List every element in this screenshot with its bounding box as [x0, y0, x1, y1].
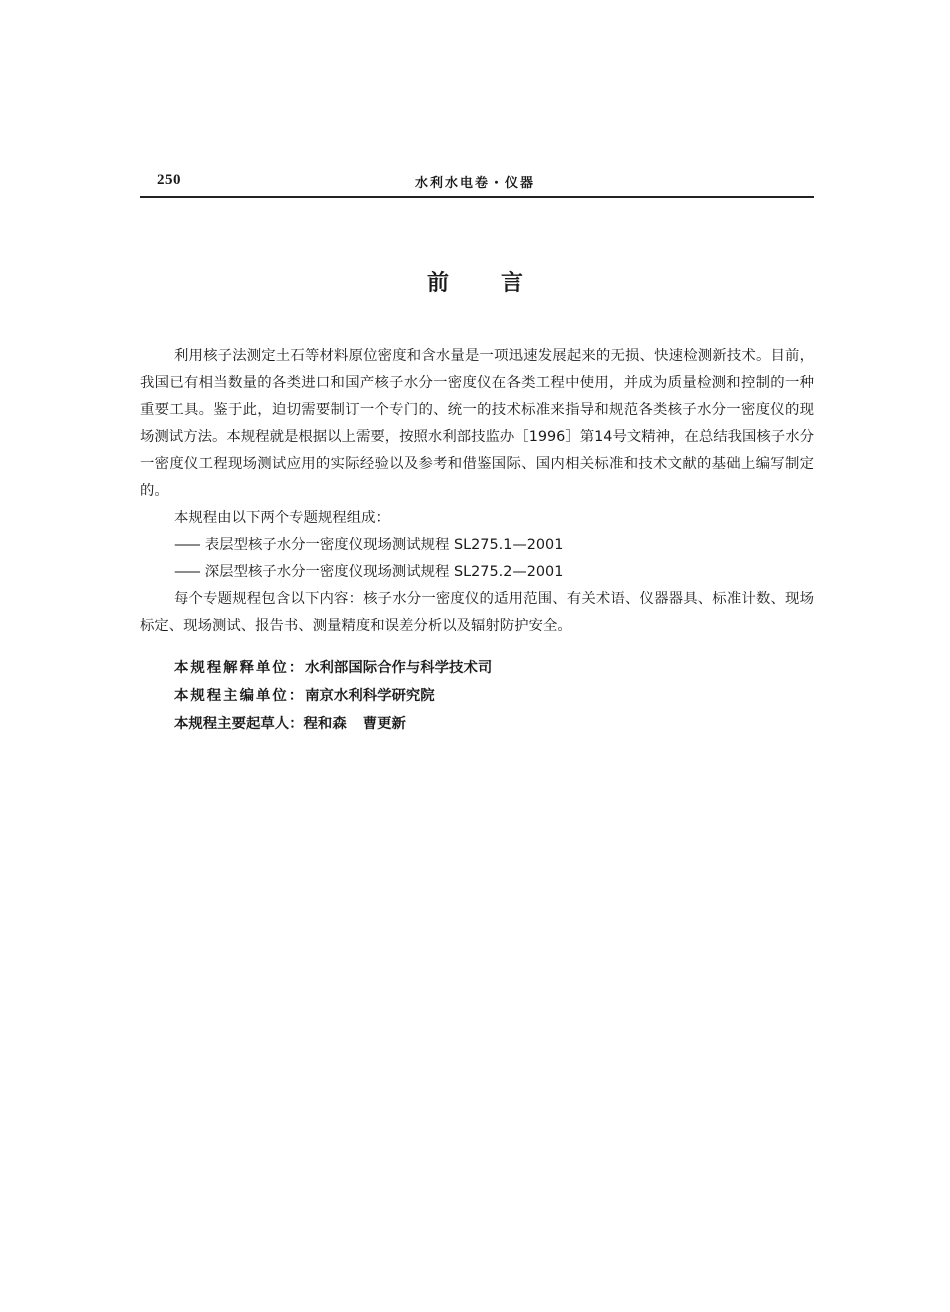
credits-block	[174, 654, 492, 738]
credit-label: 本规程解释单位：	[174, 660, 306, 676]
credit-interpretation	[174, 654, 492, 682]
drafter-name: 曹更新	[362, 716, 406, 732]
list-dash: ——	[174, 537, 199, 553]
credit-label: 本规程主要起草人：	[174, 716, 304, 732]
paragraph-composition: 本规程由以下两个专题规程组成：	[174, 510, 390, 526]
drafter-name: 程和森	[303, 716, 347, 732]
header-rule	[140, 196, 814, 198]
list-item-text: 深层型核子水分一密度仪现场测试规程 SL275.2—2001	[204, 564, 564, 580]
credit-value: 水利部国际合作与科学技术司	[305, 660, 493, 676]
credit-value: 南京水利科学研究院	[305, 688, 435, 704]
list-item-text: 表层型核子水分一密度仪现场测试规程 SL275.1—2001	[204, 537, 564, 553]
paragraph-intro: 利用核子法测定土石等材料原位密度和含水量是一项迅速发展起来的无损、快速检测新技术。目前，我国已有相当数量的各类进口和国产核子水分一密度仪在各类工程中使用，并成为质量检测和控制的一种重要工具。鉴于此，迫切需要制订一个专门的、统一的技术标准来指导和规范各类核子水分一密度仪的现场测试方法。本规程就是根据以上需要，按照水利部技监办［1996］第14号文精神，在总结我国核子水分一密度仪工程现场测试应用的实际经验以及参考和借鉴国际、国内相关标准和技术文献的基础上编写制定的。	[140, 348, 814, 499]
credit-editor	[174, 682, 492, 710]
credit-label: 本规程主编单位：	[174, 688, 306, 704]
list-item	[140, 532, 814, 559]
list-dash: ——	[174, 564, 199, 580]
body-text	[140, 343, 814, 640]
list-item	[140, 559, 814, 586]
page-title: 前言	[426, 271, 575, 296]
running-header: 水利水电卷・仪器	[414, 176, 535, 191]
page-number: 250	[157, 172, 181, 188]
paragraph-contents: 每个专题规程包含以下内容：核子水分一密度仪的适用范围、有关术语、仪器器具、标准计数、现场标定、现场测试、报告书、测量精度和误差分析以及辐射防护安全。	[140, 591, 814, 634]
credit-drafters	[174, 710, 492, 738]
